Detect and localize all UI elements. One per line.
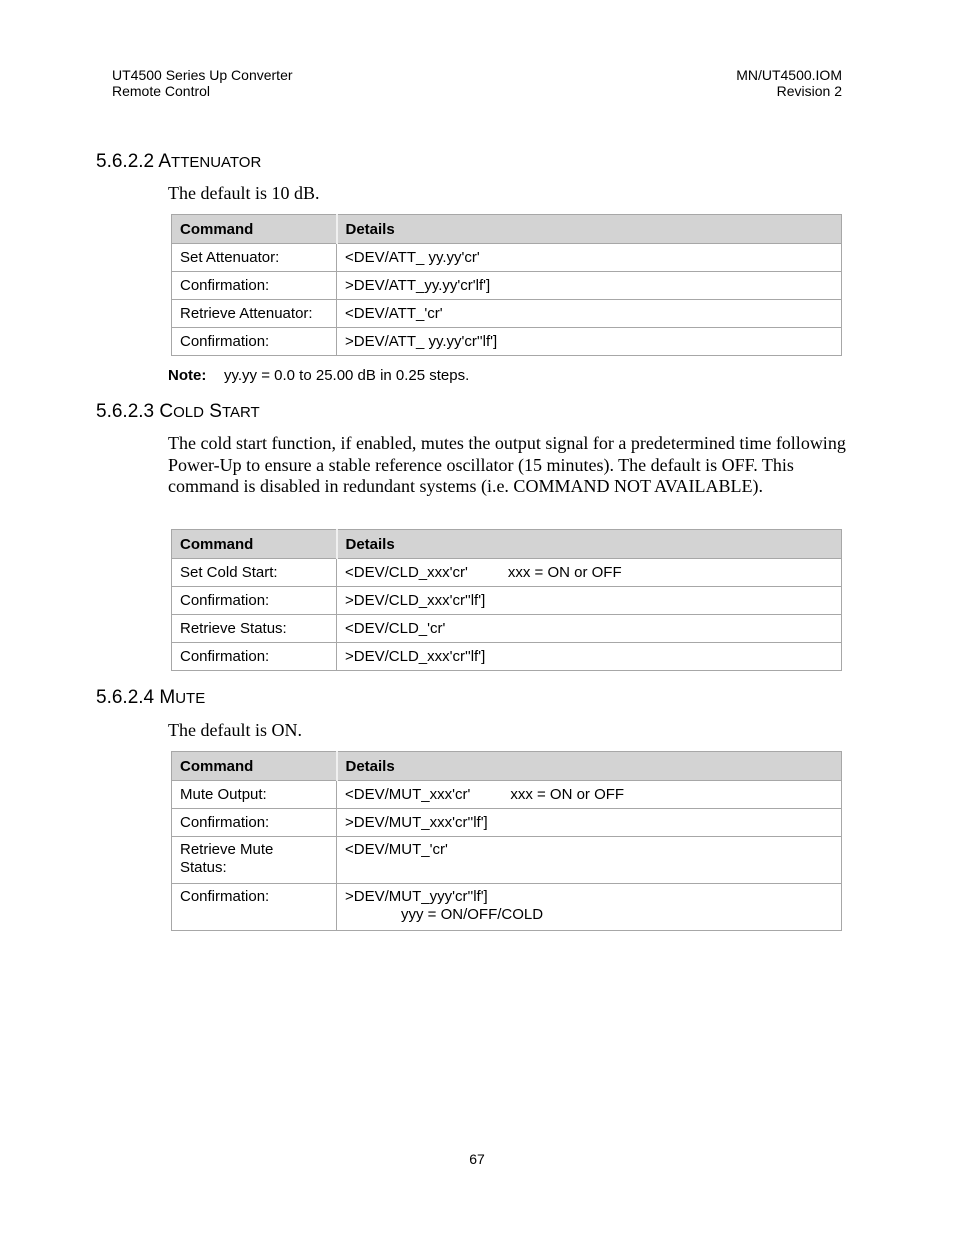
command-cell: Confirmation: bbox=[172, 884, 337, 931]
table-row bbox=[172, 300, 842, 328]
command-cell bbox=[172, 837, 337, 884]
column-header-command: Command bbox=[172, 752, 337, 781]
table-row bbox=[172, 643, 842, 671]
section-title-initial: M bbox=[159, 687, 176, 708]
running-header-left bbox=[112, 67, 293, 99]
details-text: <DEV/MUT_xxx'cr' bbox=[345, 786, 471, 803]
details-cell: >DEV/ATT_ yy.yy'cr''lf'] bbox=[337, 328, 842, 356]
table-row bbox=[172, 615, 842, 643]
command-cell: Confirmation: bbox=[172, 272, 337, 300]
details-extra: xxx = ON or OFF bbox=[510, 786, 625, 803]
section-title-rest: TART bbox=[221, 404, 260, 421]
section-title-rest: UTE bbox=[175, 690, 206, 707]
command-cell: Set Attenuator: bbox=[172, 244, 337, 272]
details-cell: >DEV/MUT_xxx'cr''lf'] bbox=[337, 809, 842, 837]
details-cell: <DEV/ATT_ yy.yy'cr' bbox=[337, 244, 842, 272]
command-cell: Confirmation: bbox=[172, 587, 337, 615]
details-cell: >DEV/CLD_xxx'cr''lf'] bbox=[337, 643, 842, 671]
details-cell: <DEV/MUT_'cr' bbox=[337, 837, 842, 884]
details-cell: <DEV/ATT_'cr' bbox=[337, 300, 842, 328]
page-number: 67 bbox=[469, 1151, 485, 1167]
table-header-row bbox=[172, 752, 842, 781]
table-row bbox=[172, 272, 842, 300]
command-cell: Retrieve Attenuator: bbox=[172, 300, 337, 328]
document-chapter: Remote Control bbox=[112, 83, 211, 99]
details-cell bbox=[337, 781, 842, 809]
document-revision: Revision 2 bbox=[776, 83, 842, 99]
command-cell: Confirmation: bbox=[172, 643, 337, 671]
section-title-initial: A bbox=[158, 151, 172, 172]
column-header-details: Details bbox=[337, 752, 842, 781]
section-title-rest: OLD bbox=[173, 404, 204, 421]
column-header-details: Details bbox=[337, 530, 842, 559]
column-header-details: Details bbox=[337, 215, 842, 244]
details-extra: xxx = ON or OFF bbox=[507, 564, 622, 581]
table-row bbox=[172, 837, 842, 884]
document-number: MN/UT4500.IOM bbox=[736, 67, 842, 83]
section-heading-cold-start bbox=[96, 401, 260, 424]
details-extra: yyy = ON/OFF/COLD bbox=[401, 906, 544, 923]
section-heading-mute bbox=[96, 687, 205, 710]
details-cell bbox=[337, 884, 842, 931]
table-row bbox=[172, 781, 842, 809]
details-cell: <DEV/CLD_'cr' bbox=[337, 615, 842, 643]
section-intro: The default is ON. bbox=[168, 720, 302, 740]
table-header-row bbox=[172, 215, 842, 244]
column-header-command: Command bbox=[172, 530, 337, 559]
details-cell: >DEV/CLD_xxx'cr''lf'] bbox=[337, 587, 842, 615]
attenuator-note bbox=[168, 367, 469, 384]
table-row bbox=[172, 559, 842, 587]
command-cell: Confirmation: bbox=[172, 809, 337, 837]
table-row bbox=[172, 809, 842, 837]
section-title-initial: C bbox=[159, 401, 174, 422]
details-cell: >DEV/ATT_yy.yy'cr'lf'] bbox=[337, 272, 842, 300]
section-number: 5.6.2.3 bbox=[96, 401, 155, 422]
command-cell: Retrieve Status: bbox=[172, 615, 337, 643]
section-heading-attenuator bbox=[96, 151, 261, 174]
table-row bbox=[172, 328, 842, 356]
note-label: Note: bbox=[168, 367, 207, 384]
section-number: 5.6.2.2 bbox=[96, 151, 155, 172]
command-cell: Confirmation: bbox=[172, 328, 337, 356]
details-text: >DEV/MUT_yyy'cr''lf'] bbox=[345, 888, 488, 905]
cold-start-command-table bbox=[171, 529, 842, 671]
attenuator-command-table bbox=[171, 214, 842, 356]
command-cell: Set Cold Start: bbox=[172, 559, 337, 587]
section-title-initial: S bbox=[209, 401, 222, 422]
note-text: yy.yy = 0.0 to 25.00 dB in 0.25 steps. bbox=[224, 367, 470, 384]
table-header-row bbox=[172, 530, 842, 559]
table-row bbox=[172, 884, 842, 931]
document-title: UT4500 Series Up Converter bbox=[112, 67, 293, 83]
table-row bbox=[172, 587, 842, 615]
details-cell bbox=[337, 559, 842, 587]
section-number: 5.6.2.4 bbox=[96, 687, 155, 708]
table-row bbox=[172, 244, 842, 272]
command-text: Retrieve Mute bbox=[180, 841, 274, 858]
command-cell: Mute Output: bbox=[172, 781, 337, 809]
section-title-rest: TTENUATOR bbox=[171, 154, 262, 171]
command-text: Status: bbox=[180, 859, 227, 876]
details-text: <DEV/CLD_xxx'cr' bbox=[345, 564, 468, 581]
mute-command-table bbox=[171, 751, 842, 931]
column-header-command: Command bbox=[172, 215, 337, 244]
section-intro: The default is 10 dB. bbox=[168, 183, 320, 203]
running-header-right bbox=[600, 67, 842, 99]
section-intro: The cold start function, if enabled, mutes the output signal for a predetermined time following Power-Up to ensure a stable reference oscillator (15 minutes). The default is OFF. This command is disabled in redundant systems (i.e. COMMAND NOT AVAILABLE). bbox=[168, 433, 846, 496]
